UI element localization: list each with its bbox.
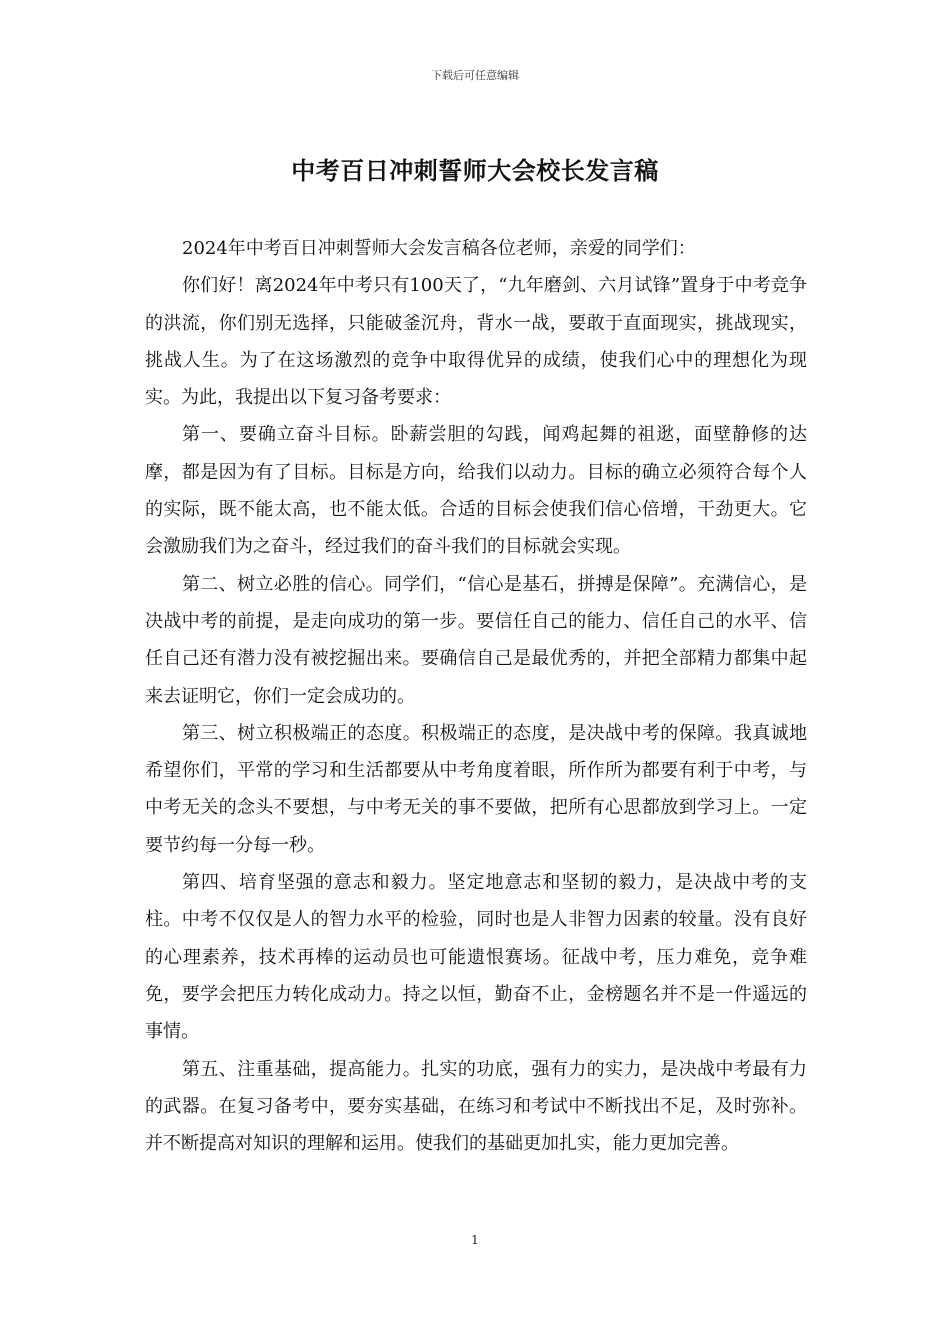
page-number: 1 — [471, 1233, 479, 1247]
paragraph-point-2: 第二、树立必胜的信心。同学们，“信心是基石，拼搏是保障”。充满信心，是决战中考的前提，是走向成功的第一步。要信任自己的能力、信任自己的水平、信任自己还有潜力没有被挖掘出来。要确信自己是最优秀的，并把全部精力都集中起来去证明它，你们一定会成功的。 — [145, 573, 807, 707]
paragraph-intro: 你们好！离2024年中考只有100天了，“九年磨剑、六月试锋”置身于中考竞争的洪流，你们别无选择，只能破釜沉舟，背水一战，要敢于直面现实，挑战现实，挑战人生。为了在这场激烈的竞争中取得优异的成绩，使我们心中的理想化为现实。为此，我提出以下复习备考要求： — [145, 275, 807, 409]
paragraph-greeting: 2024年中考百日冲刺誓师大会发言稿各位老师，亲爱的同学们： — [182, 238, 696, 259]
paragraph-point-5: 第五、注重基础，提高能力。扎实的功底，强有力的实力，是决战中考最有力的武器。在复习备考中，要夯实基础，在练习和考试中不断找出不足，及时弥补。并不断提高对知识的理解和运用。使我们的基础更加扎实，能力更加完善。 — [145, 1058, 807, 1155]
document-title: 中考百日冲刺誓师大会校长发言稿 — [291, 156, 659, 185]
paragraph-point-3: 第三、树立积极端正的态度。积极端正的态度，是决战中考的保障。我真诚地希望你们，平常的学习和生活都要从中考角度着眼，所作所为都要有利于中考，与中考无关的念头不要想，与中考无关的事不要做，把所有心思都放到学习上。一定要节约每一分每一秒。 — [145, 722, 807, 856]
paragraph-point-1: 第一、要确立奋斗目标。卧薪尝胆的勾践，闻鸡起舞的祖逖，面壁静修的达摩，都是因为有了目标。目标是方向，给我们以动力。目标的确立必须符合每个人的实际，既不能太高，也不能太低。合适的目标会使我们信心倍增，干劲更大。它会激励我们为之奋斗，经过我们的奋斗我们的目标就会实现。 — [145, 424, 807, 558]
header-note: 下载后可任意编辑 — [431, 69, 519, 82]
paragraph-point-4: 第四、培育坚强的意志和毅力。坚定地意志和坚韧的毅力，是决战中考的支柱。中考不仅仅是人的智力水平的检验，同时也是人非智力因素的较量。没有良好的心理素养，技术再棒的运动员也可能遗恨赛场。征战中考，压力难免，竞争难免，要学会把压力转化成动力。持之以恒，勤奋不止，金榜题名并不是一件遥远的事情。 — [145, 872, 807, 1043]
document-body — [145, 230, 807, 1162]
